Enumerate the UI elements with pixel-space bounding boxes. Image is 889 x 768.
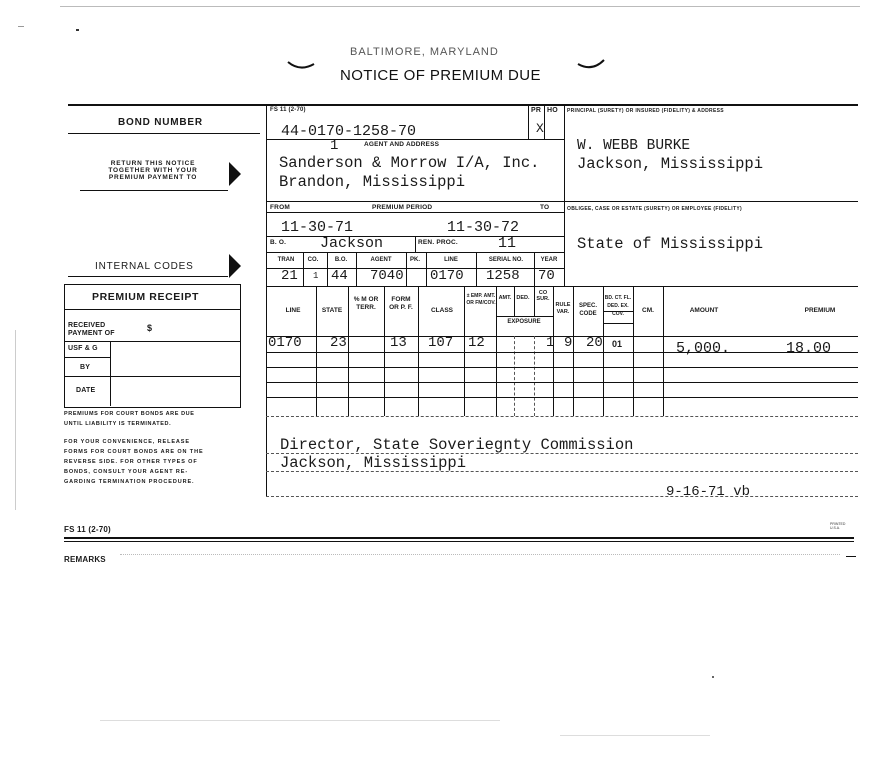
- remarks-label: REMARKS: [64, 555, 106, 564]
- code-value-bo: 44: [331, 268, 348, 284]
- right-swoosh-mark: [576, 58, 606, 72]
- th-premium: PREMIUM: [804, 307, 836, 314]
- code-value-tran: 21: [281, 268, 298, 284]
- code-value-year: 70: [538, 268, 555, 284]
- row-amount: 5,000.: [676, 340, 731, 357]
- left-swoosh-mark: [286, 58, 316, 72]
- tv-7-dash: [514, 336, 515, 416]
- code-header-co: CO.: [307, 257, 319, 263]
- code-div-6: [476, 252, 477, 286]
- internal-codes-arrow-icon: [229, 254, 241, 278]
- row-bdct: 01: [612, 339, 623, 349]
- th-class: CLASS: [430, 307, 454, 314]
- return-notice-block: [92, 160, 214, 181]
- printed-stamp: PRINTED U.S.A.: [830, 522, 846, 530]
- tr-3: [266, 382, 858, 383]
- scan-speck: [76, 29, 79, 31]
- code-header-line: LINE: [444, 257, 458, 263]
- return-notice-line-3: PREMIUM PAYMENT TO: [108, 174, 198, 181]
- remark-line-1: Director, State Soveriegnty Commission: [280, 436, 634, 454]
- code-header-year: YEAR: [540, 257, 558, 263]
- row-spec: 20: [586, 335, 603, 351]
- code-header-bo: B.O.: [334, 257, 348, 263]
- by-label: BY: [80, 364, 91, 371]
- court-bond-note-line-2: UNTIL LIABILITY IS TERMINATED.: [64, 421, 172, 427]
- principal-line-2: Jackson, Mississippi: [577, 155, 764, 173]
- payment-of-label: PAYMENT OF: [68, 330, 115, 337]
- th-bd-ct: BD. CT. FL. DED. EX. COV.: [604, 295, 632, 317]
- agent-line-1: Sanderson & Morrow I/A, Inc.: [279, 154, 540, 172]
- code-value-serial: 1258: [486, 268, 520, 284]
- court-bond-note: [64, 409, 195, 429]
- th-line: LINE: [285, 307, 301, 314]
- date-label: DATE: [76, 387, 96, 394]
- tr-5-dashed: [266, 416, 858, 417]
- row-state: 23: [330, 335, 347, 351]
- row-class: 107: [428, 335, 454, 351]
- premium-period-label: PREMIUM PERIOD: [372, 204, 433, 211]
- convenience-note-line-5: GARDING TERMINATION PROCEDURE.: [64, 479, 195, 485]
- row-emp: 12: [468, 335, 485, 351]
- return-arrow-icon: [229, 162, 241, 186]
- agent-number: 1: [330, 138, 339, 154]
- scan-speck: [712, 676, 714, 678]
- internal-codes-rule: [68, 276, 228, 277]
- th-cm: CM.: [642, 307, 654, 314]
- principal-line-1: W. WEBB BURKE: [577, 138, 691, 154]
- remark-rule-3: [266, 496, 858, 497]
- received-label: RECEIVED: [68, 322, 106, 329]
- ren-proc-divider: [415, 236, 416, 252]
- obligee-value: State of Mississippi: [577, 235, 764, 253]
- tr-2: [266, 367, 858, 368]
- ho-divider: [544, 104, 545, 139]
- row-rule: 9: [564, 335, 573, 351]
- premium-receipt-label: PREMIUM RECEIPT: [92, 291, 200, 303]
- principal-divider: [564, 104, 565, 286]
- code-header-serial: SERIAL NO.: [488, 257, 524, 263]
- convenience-note: [64, 437, 204, 487]
- convenience-note-line-3: REVERSE SIDE. FOR OTHER TYPES OF: [64, 459, 198, 465]
- main-top-rule: [68, 104, 858, 106]
- th-exposure: EXPOSURE: [507, 319, 541, 325]
- remark-rule-2: [266, 471, 858, 472]
- usf-rule: [64, 357, 110, 358]
- tv-7: [514, 286, 515, 316]
- scan-speck: [560, 735, 710, 736]
- return-notice-line-1: RETURN THIS NOTICE: [110, 160, 196, 167]
- pr-ho-mark: X: [536, 121, 544, 136]
- to-date: 11-30-72: [447, 219, 520, 236]
- form-code-bottom: FS 11 (2-70): [64, 525, 111, 534]
- code-value-line: 0170: [430, 268, 464, 284]
- row-premium: 18.00: [786, 340, 832, 357]
- th-cosur: CO SUR.: [536, 290, 550, 302]
- usf-label: USF & G: [68, 345, 98, 352]
- receipt-rule-3: [64, 376, 240, 377]
- detail-header-bottom-rule: [266, 336, 858, 337]
- tr-4: [266, 397, 858, 398]
- return-notice-rule: [80, 190, 228, 191]
- bond-number-rule: [68, 133, 260, 134]
- code-value-co: 1: [313, 271, 319, 281]
- receipt-rule-2: [64, 341, 240, 342]
- from-label: FROM: [270, 204, 290, 211]
- th-amt: AMT.: [498, 295, 512, 301]
- tv-8-dash: [534, 336, 535, 416]
- row-line: 0170: [268, 335, 302, 351]
- th-pct-m-terr: % M OR TERR.: [353, 296, 379, 311]
- top-rule: [60, 6, 860, 7]
- detail-top-rule: [266, 286, 858, 287]
- court-bond-note-line-1: PREMIUMS FOR COURT BONDS ARE DUE: [64, 411, 195, 417]
- code-header-pk: PK.: [409, 257, 420, 263]
- th-amount: AMOUNT: [689, 307, 719, 314]
- obligee-label: OBLIGEE, CASE OR ESTATE (SURETY) OR EMPLOYEE (FIDELITY): [567, 206, 742, 212]
- ren-proc-label: REN. PROC.: [418, 239, 458, 246]
- code-div-2: [327, 252, 328, 286]
- to-label: TO: [540, 204, 550, 211]
- row-cosur: 1: [546, 335, 555, 351]
- code-header-tran: TRAN: [277, 257, 295, 263]
- principal-label: PRINCIPAL (SURETY) OR INSURED (FIDELITY) & ADDRESS: [567, 108, 724, 114]
- receipt-col-divider: [110, 341, 111, 406]
- bdct-rule-1: [603, 311, 633, 312]
- ho-label: HO: [547, 107, 558, 114]
- bond-number-value: 44-0170-1258-70: [281, 123, 417, 140]
- return-notice-line-2: TOGETHER WITH YOUR: [108, 167, 198, 174]
- th-ded: DED.: [516, 295, 530, 301]
- from-date: 11-30-71: [281, 219, 354, 236]
- remarks-end-mark: [846, 556, 856, 557]
- row-form: 13: [390, 335, 407, 351]
- convenience-note-line-4: BONDS, CONSULT YOUR AGENT RE-: [64, 469, 189, 475]
- form-left-border: [266, 104, 267, 496]
- remarks-faint-line: [120, 554, 840, 555]
- remark-line-2: Jackson, Mississippi: [280, 454, 467, 472]
- code-div-7: [534, 252, 535, 286]
- code-header-agent: AGENT: [370, 257, 392, 263]
- agent-line-2: Brandon, Mississippi: [279, 173, 466, 191]
- tr-1: [266, 352, 858, 353]
- footer-rule-2: [64, 541, 854, 542]
- scan-speck: [18, 26, 24, 27]
- code-div-4: [406, 252, 407, 286]
- scan-edge: [15, 330, 16, 510]
- bond-row-rule: [266, 139, 564, 140]
- tv-8: [534, 286, 535, 316]
- scan-speck: [100, 720, 500, 721]
- convenience-note-line-2: FORMS FOR COURT BONDS ARE ON THE: [64, 449, 204, 455]
- agent-address-label: AGENT AND ADDRESS: [364, 141, 440, 148]
- code-div-5: [426, 252, 427, 286]
- pr-label: PR: [531, 107, 542, 114]
- footer-rule-1: [64, 537, 854, 539]
- code-div-3: [356, 252, 357, 286]
- convenience-note-line-1: FOR YOUR CONVENIENCE, RELEASE: [64, 439, 190, 445]
- period-top-rule: [266, 201, 858, 202]
- date-initials: 9-16-71 vb: [666, 484, 751, 500]
- pr-divider: [528, 104, 529, 139]
- bdct-rule-2: [603, 323, 633, 324]
- bond-number-label: BOND NUMBER: [118, 117, 203, 128]
- bo-value: Jackson: [320, 235, 384, 252]
- faded-city-header: BALTIMORE, MARYLAND: [350, 46, 499, 58]
- dollar-sign: $: [147, 323, 153, 333]
- th-form-pf: FORM OR P. F.: [389, 296, 413, 311]
- th-state: STATE: [321, 307, 343, 314]
- internal-codes-label: INTERNAL CODES: [95, 261, 194, 272]
- code-value-agent: 7040: [370, 268, 404, 284]
- receipt-rule-1: [64, 309, 240, 310]
- received-payment-label: [68, 322, 115, 338]
- th-rule-var: RULE VAR.: [555, 302, 571, 315]
- bo-label: B. O.: [270, 239, 287, 246]
- code-header-row: [266, 252, 564, 268]
- exposure-rule: [496, 316, 553, 317]
- period-label-rule: [266, 212, 564, 213]
- ren-proc-value: 11: [498, 235, 517, 252]
- th-emp-amt: ± EMP. AMT. OR FM/COV.: [466, 293, 496, 306]
- notice-title: NOTICE OF PREMIUM DUE: [340, 67, 541, 84]
- code-div-1: [303, 252, 304, 286]
- form-code-top: FS 11 (2-70): [270, 107, 306, 113]
- th-spec-code: SPEC. CODE: [578, 303, 597, 317]
